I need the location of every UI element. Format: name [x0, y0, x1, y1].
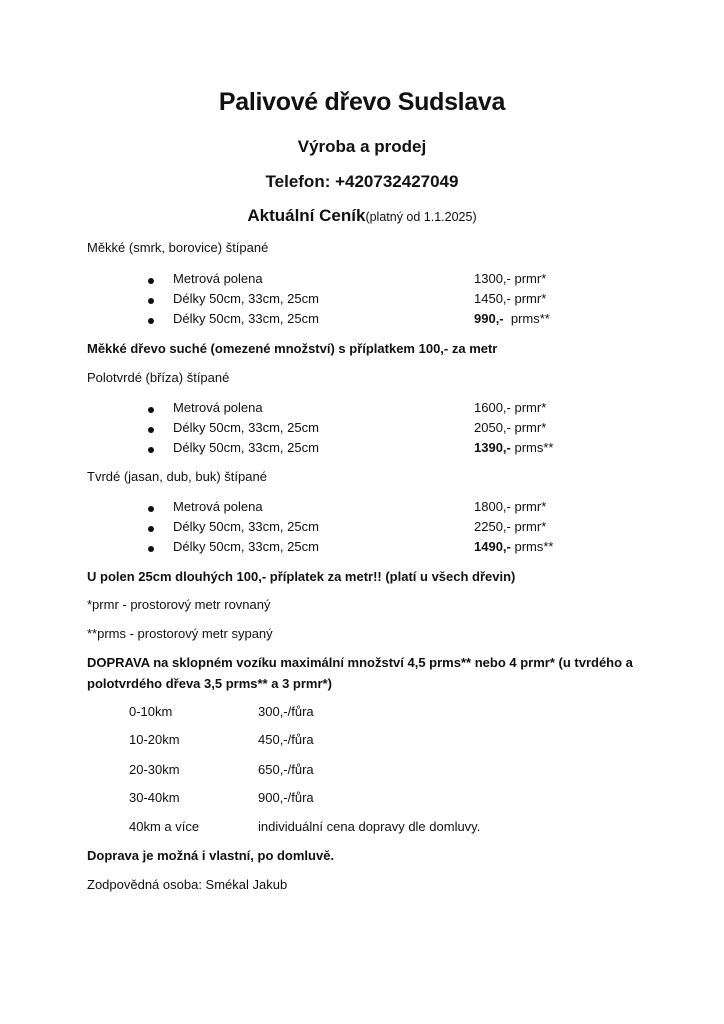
item-price: 1490,- prms** — [474, 539, 554, 554]
dry-wood-note: Měkké dřevo suché (omezené množství) s příplatkem 100,- za metr — [87, 341, 498, 356]
item-name: Metrová polena — [173, 400, 263, 415]
section-heading: Polotvrdé (bříza) štípané — [87, 370, 230, 385]
transport-range: 40km a více — [129, 819, 200, 834]
prms-definition: **prms - prostorový metr sypaný — [87, 626, 273, 641]
pricelist-label: Aktuální Ceník — [247, 206, 366, 225]
transport-note: DOPRAVA na sklopném vozíku maximální množství 4,5 prms** nebo 4 prmr* (u tvrdého a — [87, 655, 633, 670]
phone-number: Telefon: +420732427049 — [265, 172, 459, 191]
transport-range: 0-10km — [129, 704, 173, 719]
transport-range: 10-20km — [129, 732, 180, 747]
pricelist-validity: (platný od 1.1.2025) — [365, 210, 477, 224]
page-title: Palivové dřevo Sudslava — [218, 88, 506, 116]
item-price: 1450,- prmr* — [474, 291, 547, 306]
transport-price: individuální cena dopravy dle domluvy. — [258, 819, 481, 834]
item-price: 1300,- prmr* — [474, 271, 547, 286]
item-name: Metrová polena — [173, 499, 263, 514]
responsible-person: Zodpovědná osoba: Smékal Jakub — [87, 877, 288, 892]
transport-price: 900,-/fůra — [258, 790, 314, 805]
transport-note-cont: polotvrdého dřeva 3,5 prms** a 3 prmr*) — [87, 676, 332, 691]
item-name: Délky 50cm, 33cm, 25cm — [173, 420, 319, 435]
item-name: Metrová polena — [173, 271, 263, 286]
own-transport-note: Doprava je možná i vlastní, po domluvě. — [87, 848, 335, 863]
item-price: 1800,- prmr* — [474, 499, 547, 514]
transport-price: 650,-/fůra — [258, 762, 314, 777]
prmr-definition: *prmr - prostorový metr rovnaný — [87, 597, 271, 612]
pricelist-heading — [0, 206, 724, 226]
item-name: Délky 50cm, 33cm, 25cm — [173, 291, 319, 306]
section-heading: Tvrdé (jasan, dub, buk) štípané — [87, 469, 267, 484]
page-subtitle: Výroba a prodej — [297, 137, 427, 156]
item-name: Délky 50cm, 33cm, 25cm — [173, 539, 319, 554]
item-price: 990,- prms** — [474, 311, 550, 326]
transport-range: 20-30km — [129, 762, 180, 777]
item-name: Délky 50cm, 33cm, 25cm — [173, 440, 319, 455]
item-price: 2250,- prmr* — [474, 519, 547, 534]
item-name: Délky 50cm, 33cm, 25cm — [173, 519, 319, 534]
transport-range: 30-40km — [129, 790, 180, 805]
item-price: 1600,- prmr* — [474, 400, 547, 415]
short-logs-note: U polen 25cm dlouhých 100,- příplatek za metr!! (platí u všech dřevin) — [87, 569, 516, 584]
item-name: Délky 50cm, 33cm, 25cm — [173, 311, 319, 326]
item-price: 1390,- prms** — [474, 440, 554, 455]
section-heading: Měkké (smrk, borovice) štípané — [87, 240, 269, 255]
item-price: 2050,- prmr* — [474, 420, 547, 435]
transport-price: 450,-/fůra — [258, 732, 314, 747]
transport-price: 300,-/fůra — [258, 704, 314, 719]
